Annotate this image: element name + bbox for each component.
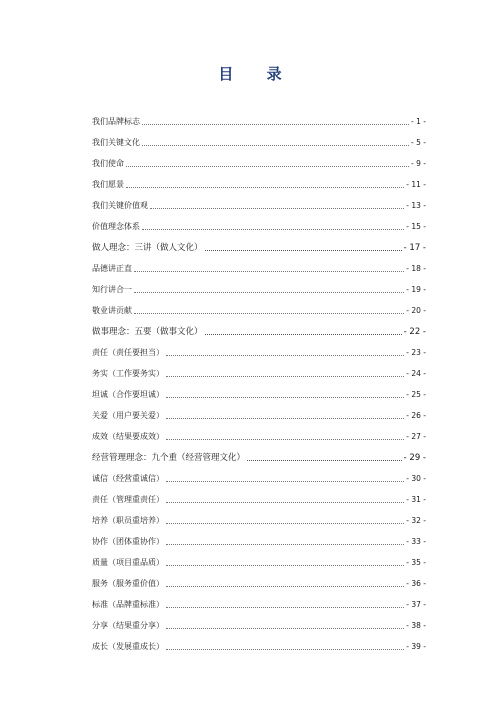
toc-entry[interactable]: [92, 463, 426, 484]
toc-page-number: - 5 -: [411, 138, 426, 147]
toc-page-number: - 27 -: [406, 432, 426, 441]
toc-entry-label: 敬业讲贡献: [92, 306, 132, 315]
toc-dot-leader: [134, 312, 404, 314]
toc-entry[interactable]: [92, 316, 426, 337]
toc-entry[interactable]: [92, 211, 426, 232]
toc-entry[interactable]: [92, 106, 426, 127]
toc-entry-label: 标准（品牌重标准）: [92, 600, 164, 609]
toc-page-number: - 9 -: [411, 159, 426, 168]
toc-entry[interactable]: [92, 442, 426, 463]
toc-entry[interactable]: [92, 127, 426, 148]
toc-entry[interactable]: [92, 400, 426, 421]
toc-page-number: - 33 -: [406, 537, 426, 546]
toc-page-number: - 30 -: [406, 474, 426, 483]
toc-dot-leader: [166, 627, 404, 629]
toc-entry-label: 务实（工作要务实）: [92, 369, 164, 378]
toc-page-number: - 31 -: [406, 495, 426, 504]
toc-entry-label: 关爱（用户要关爱）: [92, 411, 164, 420]
toc-entry-label: 经营管理理念：九个重（经营管理文化）: [92, 453, 246, 463]
toc-dot-leader: [166, 396, 404, 398]
toc-entry-label: 知行讲合一: [92, 285, 132, 294]
toc-page-number: - 39 -: [406, 642, 426, 651]
toc-entry-label: 责任（责任要担当）: [92, 348, 164, 357]
toc-entry-label: 我们愿景: [92, 180, 124, 189]
toc-dot-leader: [150, 207, 404, 209]
toc-entry[interactable]: [92, 232, 426, 253]
toc-dot-leader: [142, 123, 409, 125]
toc-page-number: - 29 -: [403, 453, 426, 463]
toc-page-number: - 32 -: [406, 516, 426, 525]
toc-dot-leader: [166, 606, 404, 608]
toc-entry-label: 诚信（经营重诚信）: [92, 474, 164, 483]
toc-page-number: - 1 -: [411, 117, 426, 126]
toc-entry[interactable]: [92, 547, 426, 568]
toc-page-number: - 13 -: [406, 201, 426, 210]
toc-entry-label: 品德讲正直: [92, 264, 132, 273]
toc-dot-leader: [166, 585, 404, 587]
toc-dot-leader: [166, 501, 404, 503]
toc-page-number: - 37 -: [406, 600, 426, 609]
toc-entry[interactable]: [92, 568, 426, 589]
toc-entry[interactable]: [92, 169, 426, 190]
toc-page-number: - 36 -: [406, 579, 426, 588]
toc-dot-leader: [134, 291, 404, 293]
toc-page-number: - 38 -: [406, 621, 426, 630]
toc-entry-label: 培养（职员重培养）: [92, 516, 164, 525]
toc-dot-leader: [134, 270, 404, 272]
toc-entry[interactable]: [92, 274, 426, 295]
toc-dot-leader: [166, 417, 404, 419]
toc-page-number: - 22 -: [403, 327, 426, 337]
toc-dot-leader: [166, 522, 404, 524]
toc-dot-leader: [166, 480, 404, 482]
toc-entry[interactable]: [92, 148, 426, 169]
toc-dot-leader: [205, 333, 402, 335]
toc-entry[interactable]: [92, 358, 426, 379]
toc-entry-label: 协作（团体重协作）: [92, 537, 164, 546]
toc-entry[interactable]: [92, 190, 426, 211]
toc-entry[interactable]: [92, 526, 426, 547]
toc-dot-leader: [247, 459, 402, 461]
toc-dot-leader: [142, 228, 404, 230]
toc-entry[interactable]: [92, 505, 426, 526]
toc-entry-label: 做事理念：五要（做事文化）: [92, 327, 203, 337]
toc-list: [92, 106, 426, 652]
toc-entry[interactable]: [92, 631, 426, 652]
toc-dot-leader: [166, 543, 404, 545]
toc-entry[interactable]: [92, 484, 426, 505]
toc-page-number: - 15 -: [406, 222, 426, 231]
toc-entry-label: 我们关键价值观: [92, 201, 148, 210]
toc-dot-leader: [126, 186, 404, 188]
toc-entry-label: 坦诚（合作要坦诚）: [92, 390, 164, 399]
toc-page-number: - 35 -: [406, 558, 426, 567]
toc-entry-label: 做人理念：三讲（做人文化）: [92, 243, 203, 253]
toc-entry[interactable]: [92, 379, 426, 400]
toc-page-number: - 20 -: [406, 306, 426, 315]
toc-dot-leader: [166, 354, 404, 356]
toc-title: 目 录: [218, 65, 296, 83]
toc-dot-leader: [166, 564, 404, 566]
toc-dot-leader: [166, 375, 404, 377]
toc-entry-label: 责任（管理重责任）: [92, 495, 164, 504]
toc-entry-label: 质量（项目重品质）: [92, 558, 164, 567]
toc-entry-label: 我们关键文化: [92, 138, 140, 147]
toc-entry[interactable]: [92, 421, 426, 442]
toc-page-number: - 25 -: [406, 390, 426, 399]
toc-page-number: - 26 -: [406, 411, 426, 420]
toc-entry[interactable]: [92, 253, 426, 274]
toc-page-number: - 23 -: [406, 348, 426, 357]
toc-page-number: - 18 -: [406, 264, 426, 273]
toc-dot-leader: [166, 648, 404, 650]
toc-entry[interactable]: [92, 337, 426, 358]
toc-dot-leader: [166, 438, 404, 440]
toc-page-number: - 17 -: [403, 243, 426, 253]
toc-dot-leader: [126, 165, 409, 167]
toc-entry-label: 成效（结果要成效）: [92, 432, 164, 441]
toc-entry-label: 分享（结果重分享）: [92, 621, 164, 630]
toc-entry-label: 我们使命: [92, 159, 124, 168]
toc-entry-label: 我们品牌标志: [92, 117, 140, 126]
toc-dot-leader: [142, 144, 409, 146]
toc-entry-label: 价值理念体系: [92, 222, 140, 231]
toc-entry-label: 服务（服务重价值）: [92, 579, 164, 588]
toc-dot-leader: [205, 249, 402, 251]
toc-entry[interactable]: [92, 589, 426, 610]
toc-entry[interactable]: [92, 295, 426, 316]
toc-page-number: - 19 -: [406, 285, 426, 294]
toc-entry-label: 成长（发展重成长）: [92, 642, 164, 651]
toc-entry[interactable]: [92, 610, 426, 631]
toc-page-number: - 11 -: [406, 180, 426, 189]
toc-page-number: - 24 -: [406, 369, 426, 378]
